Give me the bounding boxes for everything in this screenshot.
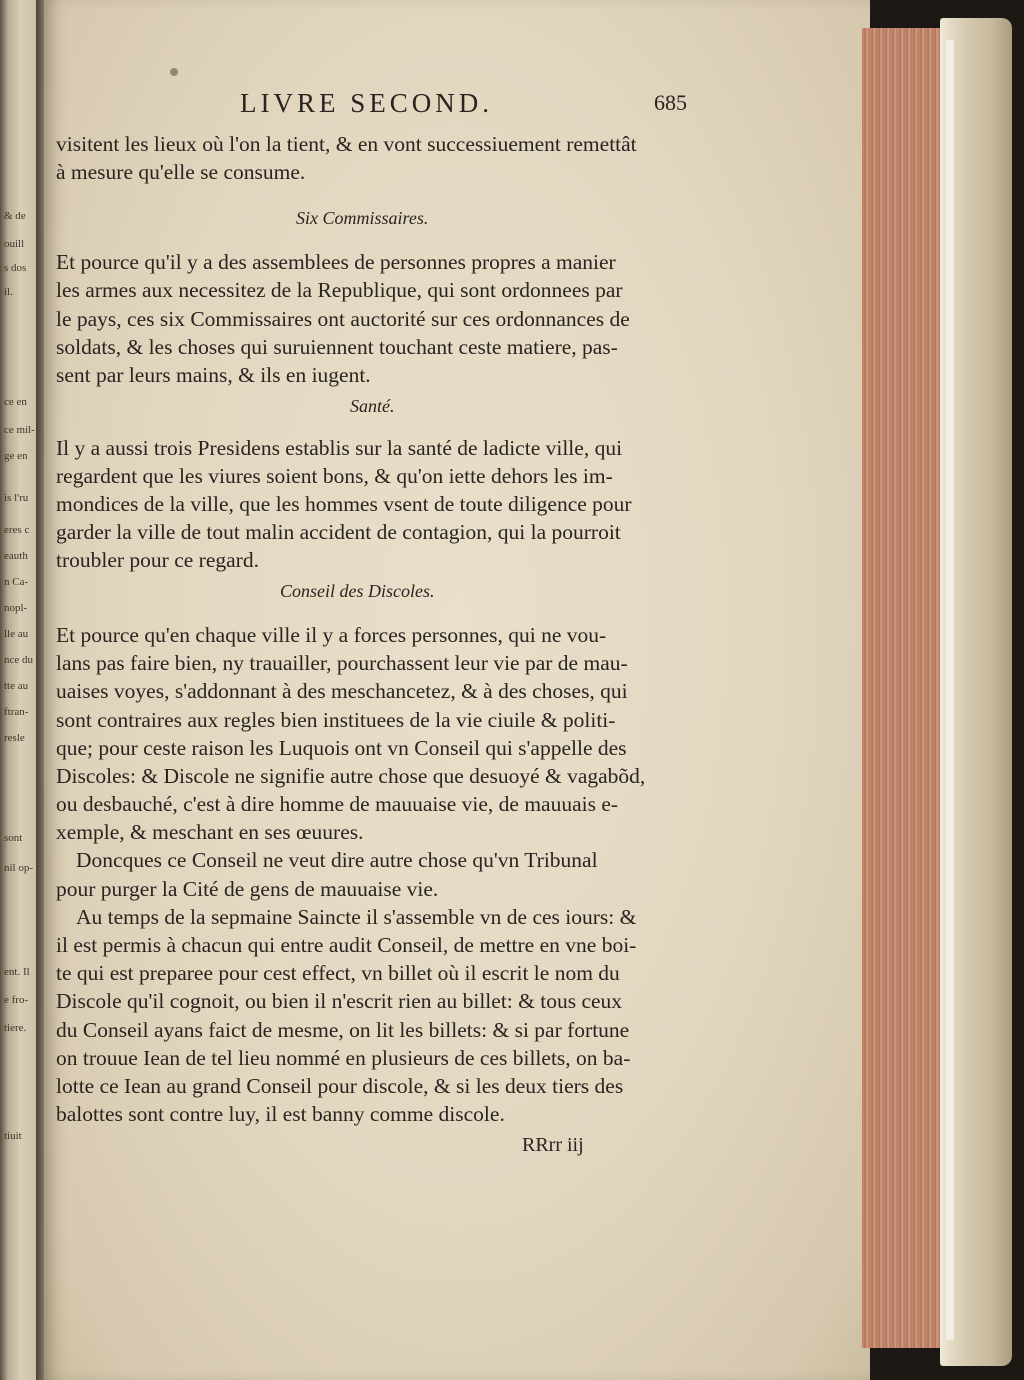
margin-fragment: ouill (4, 238, 25, 250)
text-line: lotte ce Iean au grand Conseil pour discole, & si les deux tiers des (56, 1073, 624, 1098)
margin-fragment: tiuit (4, 1130, 22, 1142)
margin-fragment: is l'ru (4, 492, 29, 504)
text-line: Discole qu'il cognoit, ou bien il n'escrit rien au billet: & tous ceux (56, 989, 623, 1014)
margin-fragment: ent. Il (4, 966, 30, 978)
text-line: il est permis à chacun qui entre audit Conseil, de mettre en vne boi- (56, 933, 637, 958)
margin-fragment: tte au (4, 680, 29, 692)
text-line: Au temps de la sepmaine Saincte il s'assemble vn de ces iours: & (76, 904, 637, 929)
margin-fragment: nopl- (4, 602, 28, 614)
text-line: on trouue Iean de tel lieu nommé en plusieurs de ces billets, on ba- (56, 1045, 631, 1070)
text-line: garder la ville de tout malin accident de contagion, qui la pourroit (56, 520, 621, 545)
margin-fragment: tiere. (4, 1022, 27, 1034)
text-line: à mesure qu'elle se consume. (56, 160, 306, 185)
section-heading: Six Commissaires. (296, 208, 429, 229)
margin-fragment: ce en (4, 396, 27, 408)
text-line: Et pource qu'en chaque ville il y a forces personnes, qui ne vou- (56, 622, 607, 647)
text-line: mondices de la ville, que les hommes vsent de toute diligence pour (56, 492, 632, 517)
text-line: Il y a aussi trois Presidens establis sur la santé de ladicte ville, qui (56, 435, 623, 460)
margin-fragment: e fro- (4, 994, 29, 1006)
page-number: 685 (654, 90, 687, 115)
margin-fragment: resle (4, 732, 25, 744)
page-block-fore-edge (862, 28, 944, 1348)
margin-fragment: s dos (4, 262, 27, 274)
margin-fragment: sont (4, 832, 23, 844)
margin-fragment: n Ca- (4, 576, 29, 588)
margin-fragment: & de (4, 210, 26, 222)
text-line: uaises voyes, s'addonnant à des meschancetez, & à des choses, qui (56, 679, 628, 704)
text-line: les armes aux necessitez de la Republique, qui sont ordonnees par (56, 278, 623, 303)
margin-fragment: eres c (4, 524, 30, 536)
margin-fragment: ge en (4, 450, 28, 462)
margin-fragment: lle au (4, 628, 29, 640)
text-line: pour purger la Cité de gens de mauuaise vie. (56, 876, 439, 901)
signature-mark: RRrr iij (522, 1134, 584, 1156)
text-line: le pays, ces six Commissaires ont auctorité sur ces ordonnances de (56, 306, 630, 331)
text-line: du Conseil ayans faict de mesme, on lit les billets: & si par fortune (56, 1017, 630, 1042)
text-line: troubler pour ce regard. (56, 548, 259, 573)
running-header: LIVRE SECOND. (240, 88, 493, 118)
text-line: sent par leurs mains, & ils en iugent. (56, 362, 371, 387)
text-line: Et pource qu'il y a des assemblees de personnes propres a manier (56, 250, 616, 275)
margin-fragment: ftran- (4, 706, 29, 718)
text-line: visitent les lieux où l'on la tient, & en vont successiuement remettât (56, 132, 637, 156)
margin-fragment: eauth (4, 550, 28, 562)
text-line: regardent que les viures soient bons, & qu'on iette dehors les im- (56, 463, 613, 488)
text-line: balottes sont contre luy, il est banny comme discole. (56, 1102, 505, 1127)
margin-fragment: nil op- (4, 862, 34, 874)
margin-fragment: il. (4, 286, 13, 298)
text-line: Doncques ce Conseil ne veut dire autre chose qu'vn Tribunal (76, 848, 598, 873)
text-line: ou desbauché, c'est à dire homme de mauuaise vie, de mauuais e- (56, 792, 619, 817)
text-line: xemple, & meschant en ses œuures. (56, 820, 364, 845)
cover-edge-highlight (946, 40, 954, 1340)
ink-spot (170, 68, 178, 76)
text-line: Discoles: & Discole ne signifie autre chose que desuoyé & vagabõd, (56, 763, 646, 788)
text-line: lans pas faire bien, ny trauailler, pourchassent leur vie par de mau- (56, 651, 628, 676)
text-line: sont contraires aux regles bien instituees de la vie ciuile & politi- (56, 707, 616, 732)
text-line: soldats, & les choses qui suruiennent touchant ceste matiere, pas- (56, 334, 618, 359)
text-line: te qui est preparee pour cest effect, vn billet où il escrit le nom du (56, 961, 620, 986)
text-line: que; pour ceste raison les Luquois ont vn Conseil qui s'appelle des (56, 735, 627, 760)
section-heading: Santé. (350, 395, 395, 416)
section-heading: Conseil des Discoles. (280, 581, 435, 602)
margin-fragment: ce mil- (4, 424, 35, 436)
margin-fragment: nce du (4, 654, 34, 666)
